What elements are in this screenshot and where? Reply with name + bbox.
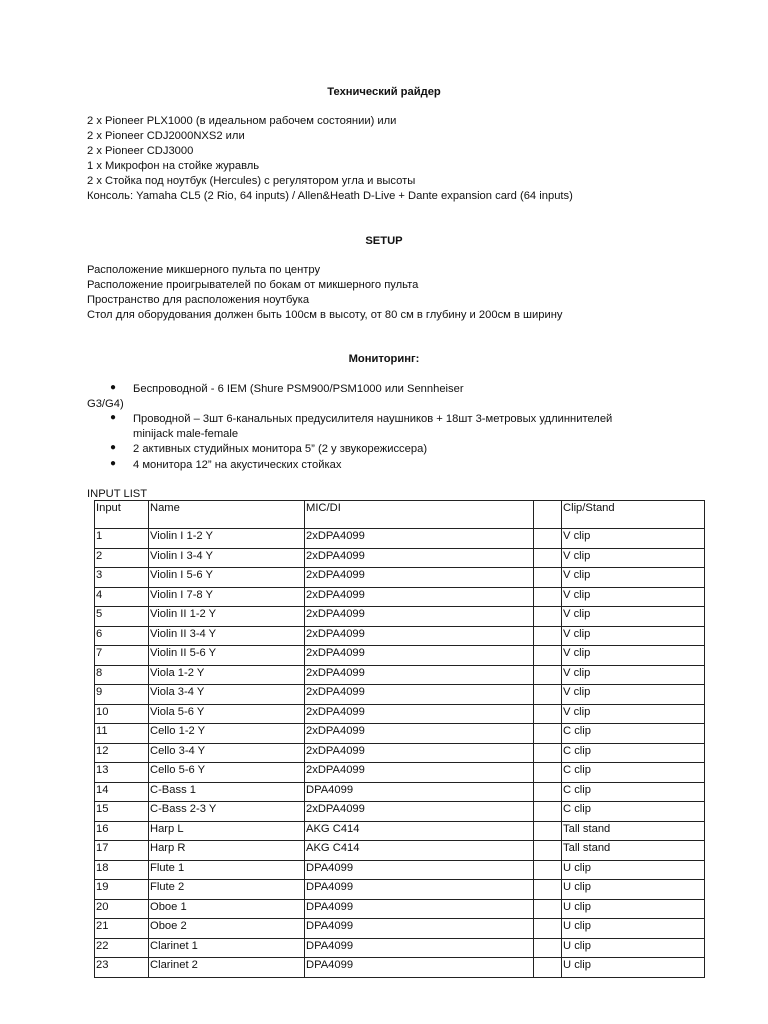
table-row xyxy=(95,743,705,763)
cell-blank xyxy=(534,724,562,744)
cell-name: Violin II 1-2 Y xyxy=(149,607,305,627)
monitoring-item: 4 монитора 12” на акустических стойках xyxy=(133,459,342,471)
cell-clip-stand: V clip xyxy=(562,665,705,685)
cell-input: 12 xyxy=(95,743,149,763)
document-title: Технический райдер xyxy=(327,86,441,98)
cell-mic-di: DPA4099 xyxy=(305,880,534,900)
cell-input: 10 xyxy=(95,704,149,724)
cell-clip-stand: V clip xyxy=(562,548,705,568)
table-row xyxy=(95,880,705,900)
cell-input: 7 xyxy=(95,646,149,666)
cell-name: Cello 3-4 Y xyxy=(149,743,305,763)
cell-mic-di: 2xDPA4099 xyxy=(305,743,534,763)
bullet-icon: ● xyxy=(110,412,117,423)
cell-blank xyxy=(534,938,562,958)
cell-name: Violin II 5-6 Y xyxy=(149,646,305,666)
table-row xyxy=(95,802,705,822)
cell-blank xyxy=(534,665,562,685)
cell-name: Flute 2 xyxy=(149,880,305,900)
cell-mic-di: 2xDPA4099 xyxy=(305,548,534,568)
cell-blank xyxy=(534,763,562,783)
cell-clip-stand: C clip xyxy=(562,724,705,744)
cell-input: 3 xyxy=(95,568,149,588)
table-row xyxy=(95,587,705,607)
setup-line: Расположение проигрывателей по бокам от микшерного пульта xyxy=(87,279,419,291)
cell-input: 2 xyxy=(95,548,149,568)
cell-input: 23 xyxy=(95,958,149,978)
setup-line: Пространство для расположения ноутбука xyxy=(87,294,310,306)
cell-mic-di: 2xDPA4099 xyxy=(305,626,534,646)
cell-input: 4 xyxy=(95,587,149,607)
cell-input: 14 xyxy=(95,782,149,802)
cell-name: C-Bass 2-3 Y xyxy=(149,802,305,822)
equipment-line: 2 x Pioneer CDJ3000 xyxy=(87,145,194,157)
equipment-line: Консоль: Yamaha CL5 (2 Rio, 64 inputs) / Allen&Heath D-Live + Dante expansion card (64 inputs) xyxy=(87,190,573,202)
header-clip-stand: Clip/Stand xyxy=(562,501,705,529)
cell-input: 13 xyxy=(95,763,149,783)
cell-mic-di: 2xDPA4099 xyxy=(305,665,534,685)
bullet-icon: ● xyxy=(110,442,117,453)
cell-name: Viola 3-4 Y xyxy=(149,685,305,705)
monitoring-item: 2 активных студийных монитора 5” (2 у звукорежиссера) xyxy=(133,443,428,455)
header-input: Input xyxy=(95,501,149,529)
cell-name: Violin II 3-4 Y xyxy=(149,626,305,646)
cell-name: Violin I 3-4 Y xyxy=(149,548,305,568)
cell-blank xyxy=(534,626,562,646)
cell-blank xyxy=(534,782,562,802)
cell-mic-di: 2xDPA4099 xyxy=(305,685,534,705)
cell-mic-di: DPA4099 xyxy=(305,860,534,880)
equipment-line: 1 x Микрофон на стойке журавль xyxy=(87,160,260,172)
cell-name: Violin I 7-8 Y xyxy=(149,587,305,607)
cell-mic-di: AKG C414 xyxy=(305,841,534,861)
cell-mic-di: DPA4099 xyxy=(305,938,534,958)
cell-input: 19 xyxy=(95,880,149,900)
cell-input: 9 xyxy=(95,685,149,705)
monitoring-item-continued: G3/G4) xyxy=(87,398,124,410)
cell-clip-stand: U clip xyxy=(562,958,705,978)
equipment-line: 2 x Pioneer PLX1000 (в идеальном рабочем состоянии) или xyxy=(87,115,397,127)
table-row xyxy=(95,607,705,627)
cell-blank xyxy=(534,958,562,978)
table-row xyxy=(95,724,705,744)
cell-mic-di: DPA4099 xyxy=(305,782,534,802)
table-row xyxy=(95,685,705,705)
cell-mic-di: AKG C414 xyxy=(305,821,534,841)
table-row xyxy=(95,529,705,549)
cell-clip-stand: U clip xyxy=(562,860,705,880)
cell-clip-stand: V clip xyxy=(562,704,705,724)
table-row xyxy=(95,763,705,783)
cell-blank xyxy=(534,743,562,763)
setup-line: Стол для оборудования должен быть 100см в высоту, от 80 см в глубину и 200см в ширину xyxy=(87,309,563,321)
cell-name: Violin I 5-6 Y xyxy=(149,568,305,588)
cell-input: 16 xyxy=(95,821,149,841)
table-row xyxy=(95,938,705,958)
table-row xyxy=(95,860,705,880)
cell-clip-stand: V clip xyxy=(562,685,705,705)
cell-name: Cello 1-2 Y xyxy=(149,724,305,744)
cell-clip-stand: U clip xyxy=(562,899,705,919)
cell-clip-stand: C clip xyxy=(562,743,705,763)
header-blank xyxy=(534,501,562,529)
equipment-line: 2 x Pioneer CDJ2000NXS2 или xyxy=(87,130,245,142)
cell-name: Harp L xyxy=(149,821,305,841)
cell-clip-stand: V clip xyxy=(562,529,705,549)
cell-blank xyxy=(534,704,562,724)
cell-clip-stand: V clip xyxy=(562,568,705,588)
table-row xyxy=(95,899,705,919)
cell-mic-di: DPA4099 xyxy=(305,899,534,919)
cell-name: Viola 1-2 Y xyxy=(149,665,305,685)
cell-input: 6 xyxy=(95,626,149,646)
cell-blank xyxy=(534,841,562,861)
cell-mic-di: 2xDPA4099 xyxy=(305,587,534,607)
table-row xyxy=(95,958,705,978)
monitoring-heading: Мониторинг: xyxy=(348,353,420,365)
cell-clip-stand: U clip xyxy=(562,938,705,958)
cell-mic-di: 2xDPA4099 xyxy=(305,646,534,666)
cell-clip-stand: V clip xyxy=(562,646,705,666)
cell-input: 22 xyxy=(95,938,149,958)
cell-blank xyxy=(534,587,562,607)
cell-clip-stand: C clip xyxy=(562,763,705,783)
cell-clip-stand: V clip xyxy=(562,587,705,607)
cell-blank xyxy=(534,802,562,822)
input-list-label: INPUT LIST xyxy=(87,488,148,500)
monitoring-item: Проводной – 3шт 6-канальных предусилителя наушников + 18шт 3-метровых удлиннителей xyxy=(133,413,613,425)
table-row xyxy=(95,782,705,802)
cell-clip-stand: V clip xyxy=(562,626,705,646)
cell-clip-stand: C clip xyxy=(562,782,705,802)
cell-blank xyxy=(534,860,562,880)
cell-name: Violin I 1-2 Y xyxy=(149,529,305,549)
cell-blank xyxy=(534,821,562,841)
table-row xyxy=(95,704,705,724)
cell-input: 5 xyxy=(95,607,149,627)
cell-input: 20 xyxy=(95,899,149,919)
cell-name: Oboe 1 xyxy=(149,899,305,919)
cell-mic-di: DPA4099 xyxy=(305,958,534,978)
cell-blank xyxy=(534,919,562,939)
cell-mic-di: 2xDPA4099 xyxy=(305,724,534,744)
equipment-line: 2 x Стойка под ноутбук (Hercules) с регулятором угла и высоты xyxy=(87,175,416,187)
cell-blank xyxy=(534,607,562,627)
cell-input: 8 xyxy=(95,665,149,685)
table-row xyxy=(95,548,705,568)
header-mic-di: MIC/DI xyxy=(305,501,534,529)
cell-input: 11 xyxy=(95,724,149,744)
setup-line: Расположение микшерного пульта по центру xyxy=(87,264,321,276)
cell-mic-di: DPA4099 xyxy=(305,919,534,939)
cell-mic-di: 2xDPA4099 xyxy=(305,763,534,783)
cell-blank xyxy=(534,568,562,588)
table-row xyxy=(95,841,705,861)
cell-clip-stand: Tall stand xyxy=(562,821,705,841)
cell-input: 1 xyxy=(95,529,149,549)
cell-name: Viola 5-6 Y xyxy=(149,704,305,724)
cell-name: Clarinet 2 xyxy=(149,958,305,978)
table-row xyxy=(95,646,705,666)
table-header-row xyxy=(95,501,705,529)
table-row xyxy=(95,665,705,685)
cell-name: Cello 5-6 Y xyxy=(149,763,305,783)
monitoring-item: Беспроводной - 6 IEM (Shure PSM900/PSM1000 или Sennheiser xyxy=(133,383,464,395)
cell-blank xyxy=(534,529,562,549)
table-row xyxy=(95,919,705,939)
bullet-icon: ● xyxy=(110,458,117,469)
cell-mic-di: 2xDPA4099 xyxy=(305,568,534,588)
cell-blank xyxy=(534,646,562,666)
cell-clip-stand: C clip xyxy=(562,802,705,822)
header-name: Name xyxy=(149,501,305,529)
cell-name: Clarinet 1 xyxy=(149,938,305,958)
table-row xyxy=(95,568,705,588)
cell-blank xyxy=(534,685,562,705)
cell-input: 21 xyxy=(95,919,149,939)
cell-mic-di: 2xDPA4099 xyxy=(305,529,534,549)
cell-mic-di: 2xDPA4099 xyxy=(305,704,534,724)
monitoring-item-continued: minijack male-female xyxy=(133,428,239,440)
table-row xyxy=(95,626,705,646)
cell-input: 18 xyxy=(95,860,149,880)
cell-mic-di: 2xDPA4099 xyxy=(305,802,534,822)
cell-name: Harp R xyxy=(149,841,305,861)
bullet-icon: ● xyxy=(110,382,117,393)
cell-input: 17 xyxy=(95,841,149,861)
cell-blank xyxy=(534,880,562,900)
cell-name: Flute 1 xyxy=(149,860,305,880)
cell-mic-di: 2xDPA4099 xyxy=(305,607,534,627)
setup-heading: SETUP xyxy=(365,235,403,247)
cell-clip-stand: Tall stand xyxy=(562,841,705,861)
cell-clip-stand: V clip xyxy=(562,607,705,627)
cell-input: 15 xyxy=(95,802,149,822)
cell-blank xyxy=(534,899,562,919)
table-row xyxy=(95,821,705,841)
cell-name: C-Bass 1 xyxy=(149,782,305,802)
cell-name: Oboe 2 xyxy=(149,919,305,939)
cell-clip-stand: U clip xyxy=(562,919,705,939)
cell-blank xyxy=(534,548,562,568)
cell-clip-stand: U clip xyxy=(562,880,705,900)
input-list-table xyxy=(94,500,705,978)
